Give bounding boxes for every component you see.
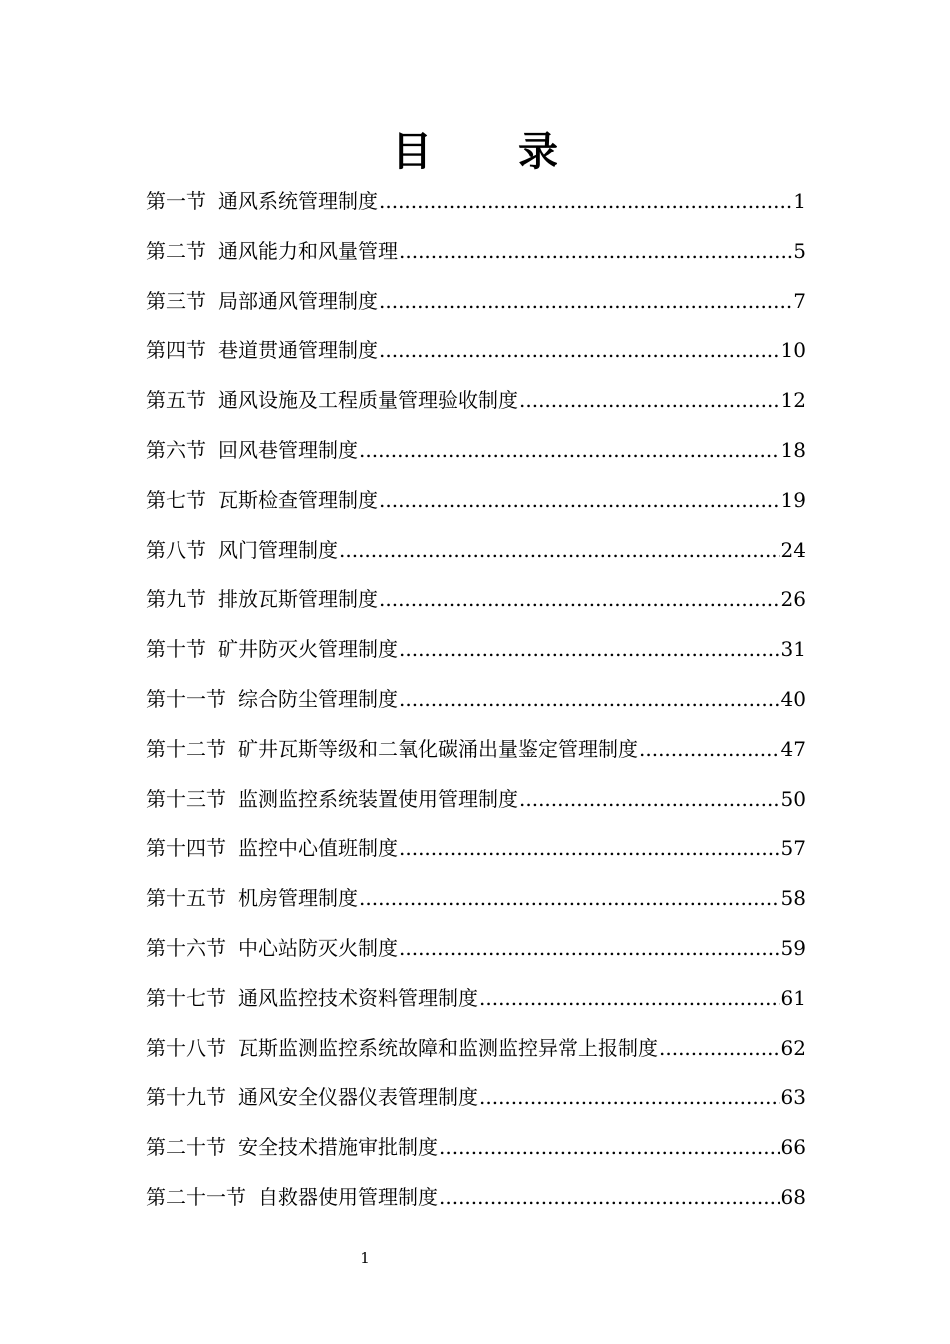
toc-section-number: 第十八节	[146, 1035, 226, 1060]
toc-section-title: 通风监控技术资料管理制度	[238, 985, 478, 1010]
toc-section-title: 通风设施及工程质量管理验收制度	[218, 388, 518, 413]
toc-entry[interactable]	[146, 731, 806, 781]
dot-leader	[399, 681, 780, 717]
dot-leader	[379, 332, 780, 368]
toc-section-title: 局部通风管理制度	[218, 288, 378, 313]
page-title: 目 录	[392, 129, 594, 175]
toc-section-title: 机房管理制度	[238, 886, 358, 911]
toc-section-number: 第五节	[146, 388, 206, 413]
toc-entry[interactable]	[146, 930, 806, 980]
dot-leader	[659, 1030, 780, 1066]
toc-entry[interactable]	[146, 880, 806, 930]
toc-section-number: 第十三节	[146, 786, 226, 811]
toc-section-title: 中心站防灭火制度	[238, 935, 398, 960]
toc-section-number: 第七节	[146, 487, 206, 512]
footer-page-number: 1	[360, 1249, 370, 1267]
dot-leader	[359, 880, 780, 916]
toc-page-number: 19	[780, 487, 806, 512]
toc-section-title: 瓦斯监测监控系统故障和监测监控异常上报制度	[238, 1035, 658, 1060]
dot-leader	[359, 432, 780, 468]
toc-page-number: 50	[780, 786, 806, 811]
dot-leader	[379, 183, 792, 219]
dot-leader	[479, 980, 780, 1016]
toc-section-number: 第一节	[146, 189, 206, 213]
toc-section-title: 安全技术措施审批制度	[238, 1135, 438, 1160]
toc-section-title: 监控中心值班制度	[238, 836, 398, 861]
toc-section-number: 第十节	[146, 637, 206, 662]
toc-page-number: 59	[780, 935, 806, 960]
toc-page-number: 31	[780, 637, 806, 662]
toc-entry[interactable]	[146, 980, 806, 1030]
dot-leader	[379, 482, 780, 518]
toc-entry[interactable]	[146, 332, 806, 382]
dot-leader	[379, 581, 780, 617]
toc-section-number: 第二节	[146, 238, 206, 263]
dot-leader	[479, 1079, 780, 1115]
toc-section-title: 监测监控系统装置使用管理制度	[238, 786, 518, 811]
toc-page-number: 63	[780, 1085, 806, 1110]
dot-leader	[399, 830, 780, 866]
toc-section-number: 第十六节	[146, 935, 226, 960]
toc-entry[interactable]	[146, 581, 806, 631]
toc-entry[interactable]	[146, 532, 806, 582]
toc-entry[interactable]	[146, 183, 806, 233]
toc-section-number: 第九节	[146, 587, 206, 612]
toc-section-number: 第十七节	[146, 985, 226, 1010]
dot-leader	[439, 1179, 780, 1215]
dot-leader	[399, 631, 780, 667]
dot-leader	[519, 781, 780, 817]
dot-leader	[379, 283, 792, 319]
table-of-contents	[146, 183, 806, 1229]
toc-page-number: 1	[793, 189, 806, 213]
toc-page-number: 18	[780, 437, 806, 462]
toc-entry[interactable]	[146, 283, 806, 333]
toc-entry[interactable]	[146, 1079, 806, 1129]
toc-page-number: 7	[793, 288, 806, 313]
toc-page-number: 10	[780, 338, 806, 363]
toc-page-number: 12	[780, 388, 806, 413]
toc-entry[interactable]	[146, 830, 806, 880]
toc-section-number: 第十五节	[146, 886, 226, 911]
toc-section-title: 瓦斯检查管理制度	[218, 487, 378, 512]
toc-section-title: 通风能力和风量管理	[218, 238, 398, 263]
toc-entry[interactable]	[146, 1030, 806, 1080]
toc-page-number: 47	[780, 736, 806, 761]
dot-leader	[399, 930, 780, 966]
toc-section-title: 矿井防灭火管理制度	[218, 637, 398, 662]
toc-entry[interactable]	[146, 382, 806, 432]
toc-section-title: 风门管理制度	[218, 537, 338, 562]
toc-section-title: 巷道贯通管理制度	[218, 338, 378, 363]
dot-leader	[399, 233, 792, 269]
toc-page-number: 26	[780, 587, 806, 612]
dot-leader	[439, 1129, 780, 1165]
toc-section-number: 第二十一节	[146, 1184, 246, 1209]
toc-section-number: 第三节	[146, 288, 206, 313]
toc-section-number: 第十四节	[146, 836, 226, 861]
toc-page-number: 68	[780, 1184, 806, 1209]
toc-page-number: 61	[780, 985, 806, 1010]
toc-section-number: 第十二节	[146, 736, 226, 761]
toc-page-number: 66	[780, 1135, 806, 1160]
toc-page-number: 62	[780, 1035, 806, 1060]
toc-section-title: 排放瓦斯管理制度	[218, 587, 378, 612]
toc-page-number: 58	[780, 886, 806, 911]
toc-page-number: 57	[780, 836, 806, 861]
toc-section-number: 第八节	[146, 537, 206, 562]
toc-page-number: 5	[793, 238, 806, 263]
toc-section-title: 通风安全仪器仪表管理制度	[238, 1085, 478, 1110]
toc-page-number: 40	[780, 686, 806, 711]
toc-section-number: 第二十节	[146, 1135, 226, 1160]
toc-page-number: 24	[780, 537, 806, 562]
toc-section-title: 综合防尘管理制度	[238, 686, 398, 711]
toc-section-title: 矿井瓦斯等级和二氧化碳涌出量鉴定管理制度	[238, 736, 638, 761]
toc-section-number: 第六节	[146, 437, 206, 462]
toc-entry[interactable]	[146, 1179, 806, 1229]
toc-entry[interactable]	[146, 681, 806, 731]
toc-section-title: 回风巷管理制度	[218, 437, 358, 462]
dot-leader	[519, 382, 780, 418]
dot-leader	[639, 731, 780, 767]
toc-entry[interactable]	[146, 1129, 806, 1179]
toc-section-number: 第十一节	[146, 686, 226, 711]
dot-leader	[339, 532, 780, 568]
toc-section-title: 通风系统管理制度	[218, 189, 378, 213]
toc-section-number: 第十九节	[146, 1085, 226, 1110]
toc-entry[interactable]	[146, 631, 806, 681]
toc-entry[interactable]	[146, 432, 806, 482]
toc-entry[interactable]	[146, 482, 806, 532]
toc-entry[interactable]	[146, 233, 806, 283]
toc-entry[interactable]	[146, 781, 806, 831]
toc-section-number: 第四节	[146, 338, 206, 363]
toc-section-title: 自救器使用管理制度	[258, 1184, 438, 1209]
